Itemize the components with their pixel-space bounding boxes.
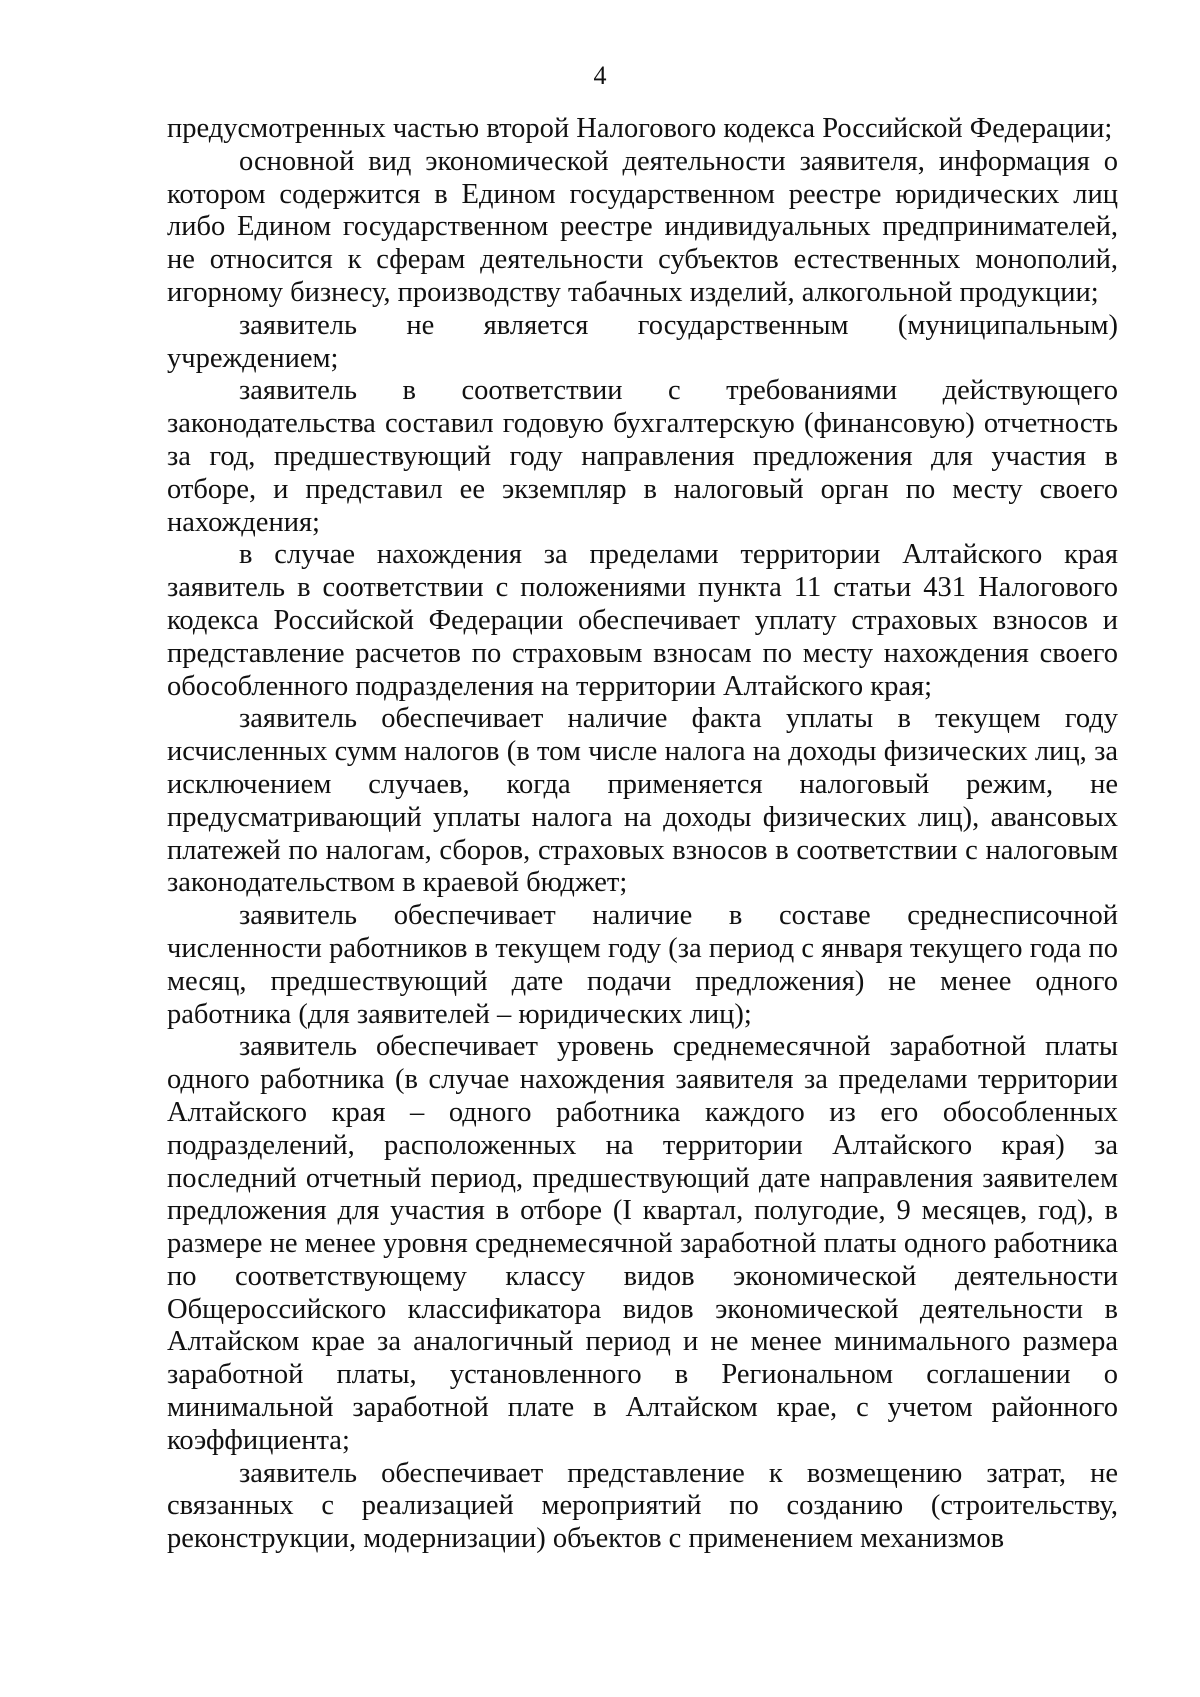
paragraph: основной вид экономической деятельности заявителя, информация о котором содержится в Едином государственном реестре юридических лиц либо Едином государственном реестре индивидуальных предпринимателей, не относится к сферам деятельности субъектов естественных монополий, игорному бизнесу, производству табачных изделий, алкогольной продукции; <box>167 145 1118 308</box>
paragraph: в случае нахождения за пределами территории Алтайского края заявитель в соответствии с положениями пункта 11 статьи 431 Налогового кодекса Российской Федерации обеспечивает уплату страховых взносов и представление расчетов по страховым взносам по месту нахождения своего обособленного подразделения на территории Алтайского края; <box>167 539 1118 702</box>
paragraph: заявитель обеспечивает уровень среднемесячной заработной платы одного работника (в случае нахождения заявителя за пределами территории Алтайского края – одного работника каждого из его обособленных подразделений, расположенных на территории Алтайского края) за последний отчетный период, предшествующий дате направления заявителем предложения для участия в отборе (I квартал, полугодие, 9 месяцев, год), в размере не менее уровня среднемесячной заработной платы одного работника по соответствующему классу видов экономической деятельности Общероссийского классификатора видов экономической деятельности в Алтайском крае за аналогичный период и не менее минимального размера заработной платы, установленного в Региональном соглашении о минимальной заработной плате в Алтайском крае, с учетом районного коэффициента; <box>167 1031 1118 1456</box>
paragraph: заявитель обеспечивает представление к возмещению затрат, не связанных с реализацией мероприятий по созданию (строительству, реконструкции, модернизации) объектов с применением механизмов <box>167 1457 1118 1555</box>
document-body <box>167 113 1118 1556</box>
paragraph: заявитель в соответствии с требованиями действующего законодательства составил годовую бухгалтерскую (финансовую) отчетность за год, предшествующий году направления предложения для участия в отборе, и представил ее экземпляр в налоговый орган по месту своего нахождения; <box>167 375 1118 538</box>
page-number: 4 <box>593 61 607 90</box>
paragraph: заявитель обеспечивает наличие в составе среднесписочной численности работников в текущем году (за период с января текущего года по месяц, предшествующий дате подачи предложения) не менее одного работника (для заявителей – юридических лиц); <box>167 900 1118 1030</box>
paragraph: заявитель не является государственным (муниципальным) учреждением; <box>167 309 1118 374</box>
paragraph: заявитель обеспечивает наличие факта уплаты в текущем году исчисленных сумм налогов (в том числе налога на доходы физических лиц, за исключением случаев, когда применяется налоговый режим, не предусматривающий уплаты налога на доходы физических лиц), авансовых платежей по налогам, сборов, страховых взносов в соответствии с налоговым законодательством в краевой бюджет; <box>167 703 1118 899</box>
paragraph: предусмотренных частью второй Налогового кодекса Российской Федерации; <box>167 113 1113 144</box>
